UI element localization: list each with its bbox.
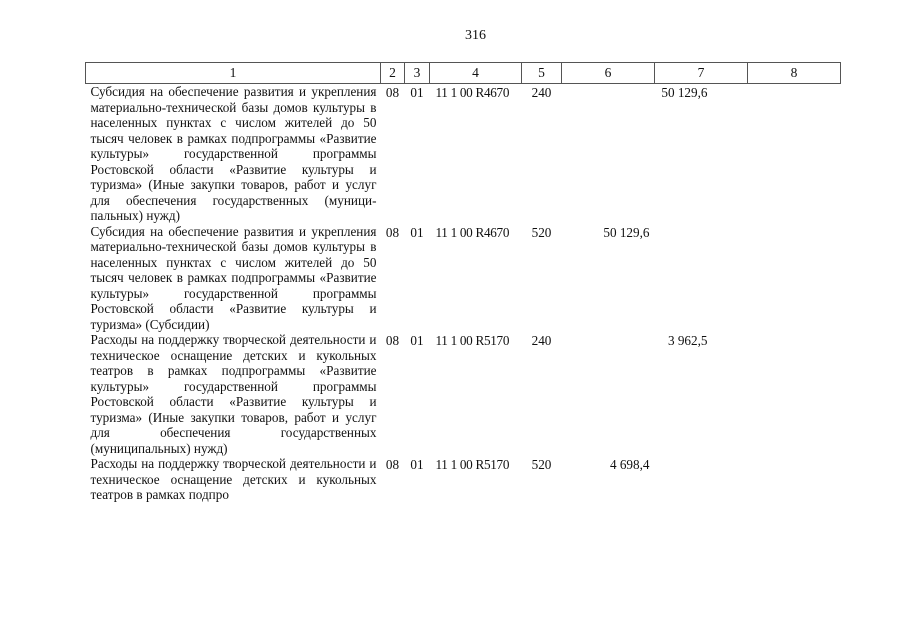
row-description: Расходы на поддержку творческой деятельности и техническое оснащение детских и кукольных театров в рамках подпро: [90, 456, 377, 502]
row-pr: 01: [410, 224, 424, 240]
row-pr: 01: [410, 457, 424, 472]
row-col7: 50 129,6: [661, 85, 708, 100]
row-vr: 520: [531, 224, 552, 240]
row-rz: 08: [385, 85, 400, 100]
row-csr: 11 1 00 R4670: [435, 85, 510, 100]
row-rz: 08: [385, 333, 400, 348]
row-rz: 08: [385, 224, 400, 240]
row-vr: 520: [531, 457, 552, 472]
budget-table: [85, 62, 841, 503]
row-col8: [748, 224, 841, 333]
row-description: Расходы на поддержку творческой деятельности и техническое оснащение детских и кукольных театров в рамках подпрограммы «Развитие культуры» государственной программы Ростовской области «Развитие культуры и туризма» (Иные закупки товаров, работ и услуг для обеспечения государственных (муниципальных) нужд): [90, 332, 377, 456]
row-col8: [748, 332, 841, 456]
row-vr: 240: [531, 85, 552, 100]
row-col7: [655, 456, 748, 503]
header-col-2: 2: [381, 63, 405, 84]
row-col6: [562, 332, 655, 456]
row-vr: 240: [531, 333, 552, 348]
row-pr: 01: [410, 85, 424, 100]
row-csr: 11 1 00 R5170: [435, 457, 510, 472]
header-col-8: 8: [748, 63, 841, 84]
row-col8: [748, 456, 841, 503]
row-description: Субсидия на обеспечение развития и укрепления материально-технической базы домов культуры в населенных пунктах с числом жителей до 50 тысяч человек в рамках подпрограммы «Развитие культуры» государственной программы Ростовской области «Развитие культуры и туризма» (Субсидии): [90, 223, 377, 332]
table-row: [86, 84, 841, 224]
row-col7: 3 962,5: [667, 333, 708, 348]
page-number: 316: [465, 28, 486, 43]
row-col6: 4 698,4: [609, 457, 650, 472]
table-row: [86, 332, 841, 456]
header-row: [86, 63, 841, 84]
table-row: [86, 456, 841, 503]
header-col-1: 1: [86, 63, 381, 84]
header-col-3: 3: [405, 63, 430, 84]
header-col-4: 4: [430, 63, 522, 84]
row-pr: 01: [410, 333, 424, 348]
header-col-5: 5: [522, 63, 562, 84]
row-description: Субсидия на обеспечение развития и укрепления материально-технической базы домов культуры в населенных пунктах с числом жителей до 50 тысяч человек в рамках подпрограммы «Развитие культуры» государственной программы Ростовской области «Развитие культуры и туризма» (Иные закупки товаров, работ и услуг для обеспечения государственных (муниципальных) нужд): [90, 84, 377, 223]
header-col-7: 7: [655, 63, 748, 84]
header-col-6: 6: [562, 63, 655, 84]
row-col6: [562, 84, 655, 224]
row-col8: [748, 84, 841, 224]
row-col7: [655, 224, 748, 333]
row-csr: 11 1 00 R4670: [435, 224, 510, 240]
row-rz: 08: [385, 457, 400, 472]
row-csr: 11 1 00 R5170: [435, 333, 510, 348]
row-col6: 50 129,6: [603, 224, 650, 240]
table-row: [86, 224, 841, 333]
